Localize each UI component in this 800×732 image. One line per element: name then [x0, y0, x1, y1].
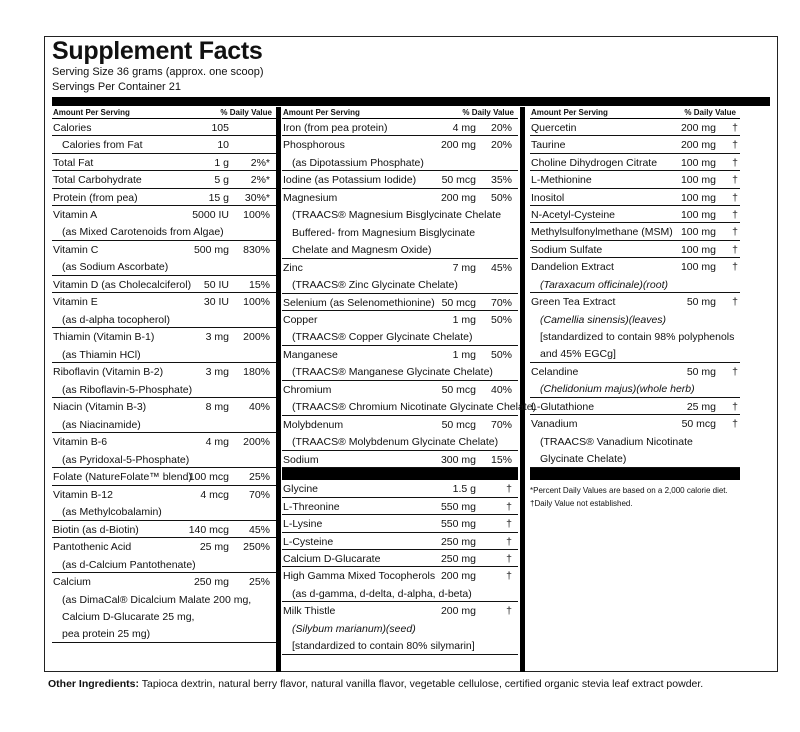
- nutrient-daily-value: 25%: [248, 576, 270, 589]
- nutrient-detail: Calcium D-Glucarate 25 mg,: [62, 610, 195, 623]
- nutrient-row: [52, 433, 276, 468]
- nutrient-daily-value: †: [732, 243, 738, 256]
- nutrient-row: [282, 498, 518, 515]
- nutrient-row: [282, 381, 537, 416]
- nutrient-name: Molybdenum: [283, 418, 344, 431]
- nutrient-daily-value: 200%: [243, 436, 270, 449]
- nutrient-name: Dandelion Extract: [531, 261, 614, 274]
- nutrient-detail: (Camellia sinensis)(leaves): [540, 313, 667, 326]
- nutrient-name: L-Threonine: [283, 500, 340, 513]
- nutrient-name: N-Acetyl-Cysteine: [531, 208, 616, 221]
- nutrient-name: Milk Thistle: [283, 605, 336, 618]
- nutrient-name: Vitamin E: [53, 296, 98, 309]
- nutrient-daily-value: †: [732, 174, 738, 187]
- nutrient-detail: (as Niacinamide): [62, 418, 141, 431]
- nutrient-row: [282, 533, 518, 550]
- nutrient-name: Inositol: [531, 191, 565, 204]
- column-divider: [520, 107, 525, 672]
- nutrient-row: [52, 136, 276, 153]
- nutrient-amount: 100 mg: [680, 226, 716, 239]
- nutrient-name: Quercetin: [531, 122, 577, 134]
- nutrient-amount: 300 mg: [440, 453, 476, 466]
- nutrient-amount: 100 mg: [680, 261, 716, 274]
- nutrient-amount: 4 mg: [205, 436, 229, 449]
- nutrient-row: [282, 294, 518, 311]
- nutrient-amount: 500 mg: [193, 243, 229, 256]
- nutrient-daily-value: 40%: [248, 401, 270, 414]
- nutrient-amount: 105: [211, 122, 229, 134]
- nutrient-row: [282, 567, 518, 602]
- nutrient-daily-value: 15%: [248, 278, 270, 291]
- nutrient-detail: Glycinate Chelate): [540, 453, 627, 466]
- nutrient-row: [52, 293, 276, 328]
- nutrient-detail: and 45% EGCg]: [540, 348, 616, 361]
- nutrient-daily-value: 35%: [490, 174, 512, 187]
- nutrient-daily-value: †: [506, 518, 512, 531]
- nutrient-daily-value: 25%: [248, 471, 270, 484]
- nutrient-name: Selenium (as Selenomethionine): [283, 296, 435, 309]
- other-ingredients: [48, 678, 703, 690]
- nutrient-name: High Gamma Mixed Tocopherols: [283, 570, 436, 583]
- nutrient-amount: 200 mg: [680, 122, 716, 134]
- nutrient-row: [530, 415, 740, 467]
- nutrient-name: Taurine: [531, 139, 566, 152]
- nutrient-daily-value: †: [732, 261, 738, 274]
- servings-per-container: Servings Per Container 21: [52, 81, 182, 93]
- nutrient-name: Total Fat: [53, 156, 94, 169]
- nutrient-amount: 50 mcg: [441, 418, 476, 431]
- nutrient-amount: 50 mg: [686, 296, 716, 309]
- nutrient-amount: 550 mg: [440, 518, 476, 531]
- nutrient-row: [282, 136, 518, 171]
- nutrient-daily-value: 70%: [248, 488, 270, 501]
- column-header: Amount Per Serving % Daily Value: [282, 107, 518, 119]
- nutrient-name: Green Tea Extract: [531, 296, 616, 309]
- nutrient-row: [282, 259, 518, 294]
- nutrient-daily-value: †: [506, 535, 512, 548]
- nutrient-name: Chromium: [283, 383, 332, 396]
- nutrient-row: [282, 451, 518, 468]
- column-divider: [276, 107, 281, 672]
- nutrient-amount: 15 g: [208, 191, 229, 204]
- nutrient-row: [282, 171, 518, 188]
- nutrient-detail: (as d-Calcium Pantothenate): [62, 558, 196, 571]
- nutrient-row: [282, 602, 518, 654]
- nutrient-amount: 30 IU: [203, 296, 229, 309]
- nutrient-row: [52, 573, 276, 643]
- nutrient-row: [52, 363, 276, 398]
- nutrient-name: Pantothenic Acid: [53, 541, 132, 554]
- nutrient-amount: 5000 IU: [192, 208, 229, 221]
- nutrient-amount: 100 mg: [680, 174, 716, 187]
- nutrient-amount: 1.5 g: [452, 483, 476, 496]
- nutrient-daily-value: †: [732, 418, 738, 431]
- nutrient-row: [530, 119, 740, 136]
- nutrient-detail: Buffered- from Magnesium Bisglycinate: [292, 226, 476, 239]
- nutrient-name: Vitamin D (as Cholecalciferol): [53, 278, 192, 291]
- nutrient-name: Iron (from pea protein): [283, 122, 388, 134]
- nutrient-detail: [standardized to contain 80% silymarin]: [292, 640, 475, 653]
- nutrient-daily-value: †: [732, 122, 738, 134]
- nutrient-row: [530, 206, 740, 223]
- nutrient-detail: Chelate and Magnesm Oxide): [292, 243, 432, 256]
- nutrient-daily-value: 15%: [490, 453, 512, 466]
- footnote-dv: *Percent Daily Values are based on a 2,000 calorie diet.: [530, 485, 728, 495]
- nutrient-amount: 250 mg: [193, 576, 229, 589]
- nutrient-row: [530, 293, 740, 363]
- nutrient-amount: 200 mg: [440, 570, 476, 583]
- nutrient-detail: (as Methylcobalamin): [62, 506, 162, 519]
- nutrient-daily-value: 70%: [490, 418, 512, 431]
- header-divider-bar: [52, 97, 770, 106]
- nutrient-column-3: [530, 107, 740, 672]
- nutrient-amount: 200 mg: [440, 191, 476, 204]
- column-header: Amount Per Serving % Daily Value: [530, 107, 740, 119]
- nutrient-name: Vanadium: [531, 418, 578, 431]
- nutrient-daily-value: †: [506, 500, 512, 513]
- nutrient-amount: 550 mg: [440, 500, 476, 513]
- nutrient-row: [282, 515, 518, 532]
- nutrient-amount: 50 mcg: [441, 296, 476, 309]
- nutrient-row: [52, 521, 276, 538]
- nutrient-name: Celandine: [531, 365, 579, 378]
- nutrient-name: Riboflavin (Vitamin B-2): [53, 366, 164, 379]
- nutrient-daily-value: 200%: [243, 331, 270, 344]
- nutrient-detail: (TRAACS® Manganese Glycinate Chelate): [292, 366, 493, 379]
- nutrient-row: [282, 346, 518, 381]
- nutrient-amount: 4 mg: [452, 122, 476, 134]
- other-ingredients-label: Other Ingredients:: [48, 678, 140, 690]
- nutrient-amount: 50 mg: [686, 365, 716, 378]
- nutrient-amount: 1 g: [214, 156, 229, 169]
- nutrient-name: Calories from Fat: [62, 139, 143, 152]
- nutrient-detail: (Chelidonium majus)(whole herb): [540, 383, 695, 396]
- nutrient-detail: (as DimaCal® Dicalcium Malate 200 mg,: [62, 593, 252, 606]
- nutrient-amount: 100 mg: [680, 208, 716, 221]
- nutrient-name: Vitamin B-6: [53, 436, 108, 449]
- nutrient-row: [52, 171, 276, 188]
- nutrient-amount: 4 mcg: [200, 488, 229, 501]
- nutrient-daily-value: 45%: [490, 261, 512, 274]
- nutrient-daily-value: 2%*: [250, 156, 270, 169]
- nutrient-amount: 3 mg: [205, 331, 229, 344]
- nutrient-amount: 50 mcg: [441, 174, 476, 187]
- nutrient-daily-value: †: [732, 400, 738, 413]
- nutrient-name: Vitamin B-12: [53, 488, 113, 501]
- nutrient-detail: (Silybum marianum)(seed): [292, 622, 416, 635]
- nutrient-daily-value: 50%: [490, 348, 512, 361]
- nutrient-daily-value: 830%: [243, 243, 270, 256]
- nutrient-amount: 100 mcg: [188, 471, 229, 484]
- nutrient-amount: 25 mg: [686, 400, 716, 413]
- nutrient-row: [530, 363, 740, 398]
- nutrient-amount: 25 mg: [199, 541, 229, 554]
- nutrient-amount: 50 mcg: [681, 418, 716, 431]
- nutrient-row: [530, 258, 740, 293]
- nutrient-row: [52, 154, 276, 171]
- nutrient-row: [530, 136, 740, 153]
- nutrient-row: [52, 328, 276, 363]
- nutrient-detail: (as Sodium Ascorbate): [62, 261, 169, 274]
- nutrient-amount: 5 g: [214, 174, 229, 187]
- nutrient-daily-value: 180%: [243, 366, 270, 379]
- nutrient-amount: 200 mg: [680, 139, 716, 152]
- nutrient-amount: 140 mcg: [188, 523, 229, 536]
- nutrient-name: L-Methionine: [531, 174, 592, 187]
- nutrient-name: Calcium: [53, 576, 91, 589]
- nutrient-daily-value: †: [506, 552, 512, 565]
- nutrient-name: Folate (NatureFolate™ blend): [53, 471, 192, 484]
- nutrient-daily-value: 2%*: [250, 174, 270, 187]
- nutrient-row: [52, 486, 276, 521]
- nutrient-row: [282, 119, 518, 136]
- nutrient-daily-value: †: [732, 365, 738, 378]
- nutrient-daily-value: †: [506, 605, 512, 618]
- nutrient-daily-value: †: [732, 156, 738, 169]
- nutrient-daily-value: †: [732, 208, 738, 221]
- nutrient-detail: (TRAACS® Chromium Nicotinate Glycinate Chelate): [292, 401, 537, 414]
- nutrient-amount: 50 IU: [203, 278, 229, 291]
- nutrient-name: Protein (from pea): [53, 191, 138, 204]
- nutrient-amount: 100 mg: [680, 191, 716, 204]
- nutrient-row: [52, 241, 276, 276]
- section-divider-bar: [530, 468, 740, 480]
- nutrient-daily-value: 250%: [243, 541, 270, 554]
- nutrient-daily-value: †: [732, 296, 738, 309]
- nutrient-name: Glycine: [283, 483, 319, 496]
- nutrient-row: [52, 398, 276, 433]
- nutrient-daily-value: †: [506, 483, 512, 496]
- nutrient-row: [282, 416, 518, 451]
- nutrient-detail: [standardized to contain 98% polyphenols: [540, 330, 735, 343]
- nutrient-daily-value: 100%: [243, 208, 270, 221]
- nutrient-column-1: [52, 107, 276, 672]
- nutrient-detail: (TRAACS® Magnesium Bisglycinate Chelate: [292, 209, 502, 222]
- nutrient-daily-value: 20%: [490, 139, 512, 152]
- nutrient-name: L-Glutathione: [531, 400, 595, 413]
- nutrient-name: Phosphorous: [283, 139, 345, 152]
- nutrient-name: Vitamin A: [53, 208, 98, 221]
- nutrient-row: [530, 398, 740, 415]
- nutrient-detail: (as d-alpha tocopherol): [62, 313, 170, 326]
- nutrient-name: Manganese: [283, 348, 338, 361]
- nutrient-detail: (TRAACS® Zinc Glycinate Chelate): [292, 278, 458, 291]
- nutrient-daily-value: 30%*: [244, 191, 270, 204]
- serving-size: Serving Size 36 grams (approx. one scoop): [52, 66, 264, 78]
- nutrient-amount: 250 mg: [440, 535, 476, 548]
- nutrient-amount: 200 mg: [440, 605, 476, 618]
- footnote-dagger: †Daily Value not established.: [530, 498, 633, 508]
- nutrient-row: [530, 223, 740, 240]
- nutrient-amount: 3 mg: [205, 366, 229, 379]
- nutrient-name: L-Lysine: [283, 518, 323, 531]
- nutrient-name: Vitamin C: [53, 243, 99, 256]
- nutrient-name: Zinc: [283, 261, 303, 274]
- nutrient-amount: 250 mg: [440, 552, 476, 565]
- nutrient-row: [530, 154, 740, 171]
- nutrient-column-2: [282, 107, 537, 672]
- nutrient-name: Biotin (as d-Biotin): [53, 523, 139, 536]
- panel-title: Supplement Facts: [52, 37, 263, 65]
- nutrient-daily-value: 100%: [243, 296, 270, 309]
- nutrient-name: Sodium: [283, 453, 319, 466]
- nutrient-daily-value: †: [506, 570, 512, 583]
- nutrient-name: Magnesium: [283, 191, 338, 204]
- nutrient-row: [52, 206, 276, 241]
- nutrient-row: [52, 468, 276, 485]
- nutrient-amount: 100 mg: [680, 243, 716, 256]
- nutrient-detail: (as Mixed Carotenoids from Algae): [62, 226, 224, 239]
- nutrient-row: [52, 276, 276, 293]
- section-divider-bar: [282, 468, 518, 480]
- nutrient-detail: (Taraxacum officinale)(root): [540, 278, 668, 291]
- nutrient-row: [282, 480, 518, 497]
- nutrient-row: [530, 189, 740, 206]
- nutrient-detail: pea protein 25 mg): [62, 628, 151, 641]
- nutrient-daily-value: 70%: [490, 296, 512, 309]
- nutrient-daily-value: †: [732, 139, 738, 152]
- nutrient-detail: (TRAACS® Molybdenum Glycinate Chelate): [292, 436, 499, 449]
- nutrient-row: [282, 550, 518, 567]
- nutrient-detail: (as Riboflavin-5-Phosphate): [62, 383, 193, 396]
- nutrient-detail: (as d-gamma, d-delta, d-alpha, d-beta): [292, 587, 472, 600]
- nutrient-name: Sodium Sulfate: [531, 243, 603, 256]
- nutrient-daily-value: 50%: [490, 313, 512, 326]
- nutrient-name: Niacin (Vitamin B-3): [53, 401, 147, 414]
- nutrient-amount: 1 mg: [452, 313, 476, 326]
- nutrient-row: [52, 119, 276, 136]
- footnotes: [530, 480, 740, 510]
- nutrient-detail: (as Pyridoxal-5-Phosphate): [62, 453, 190, 466]
- nutrient-detail: (TRAACS® Copper Glycinate Chelate): [292, 331, 473, 344]
- nutrient-daily-value: 50%: [490, 191, 512, 204]
- nutrient-name: L-Cysteine: [283, 535, 334, 548]
- nutrient-daily-value: 45%: [248, 523, 270, 536]
- nutrient-amount: 200 mg: [440, 139, 476, 152]
- nutrient-name: Total Carbohydrate: [53, 174, 142, 187]
- nutrient-amount: 1 mg: [452, 348, 476, 361]
- nutrient-name: Thiamin (Vitamin B-1): [53, 331, 155, 344]
- nutrient-detail: (as Dipotassium Phosphate): [292, 156, 424, 169]
- nutrient-name: Calcium D-Glucarate: [283, 552, 381, 565]
- nutrient-daily-value: 20%: [490, 122, 512, 134]
- nutrient-row: [52, 189, 276, 206]
- nutrient-name: Methylsulfonylmethane (MSM): [531, 226, 673, 239]
- nutrient-amount: 100 mg: [680, 156, 716, 169]
- other-ingredients-text: Tapioca dextrin, natural berry flavor, natural vanilla flavor, vegetable cellulose, certified organic stevia leaf extract powder.: [139, 678, 704, 690]
- nutrient-row: [282, 189, 518, 259]
- nutrient-amount: 7 mg: [452, 261, 476, 274]
- nutrient-name: Copper: [283, 313, 318, 326]
- nutrient-daily-value: †: [732, 226, 738, 239]
- nutrient-name: Choline Dihydrogen Citrate: [531, 156, 658, 169]
- nutrient-amount: 8 mg: [205, 401, 229, 414]
- nutrient-daily-value: †: [732, 191, 738, 204]
- nutrient-daily-value: 40%: [490, 383, 512, 396]
- nutrient-row: [530, 171, 740, 188]
- nutrient-row: [52, 538, 276, 573]
- nutrient-name: Iodine (as Potassium Iodide): [283, 174, 417, 187]
- nutrient-amount: 50 mcg: [441, 383, 476, 396]
- column-header: Amount Per Serving % Daily Value: [52, 107, 276, 119]
- nutrient-name: Calories: [53, 122, 92, 134]
- nutrient-row: [530, 241, 740, 258]
- nutrient-detail: (as Thiamin HCl): [62, 348, 141, 361]
- nutrient-detail: (TRAACS® Vanadium Nicotinate: [540, 435, 693, 448]
- nutrient-amount: 10: [217, 139, 229, 152]
- nutrient-row: [282, 311, 518, 346]
